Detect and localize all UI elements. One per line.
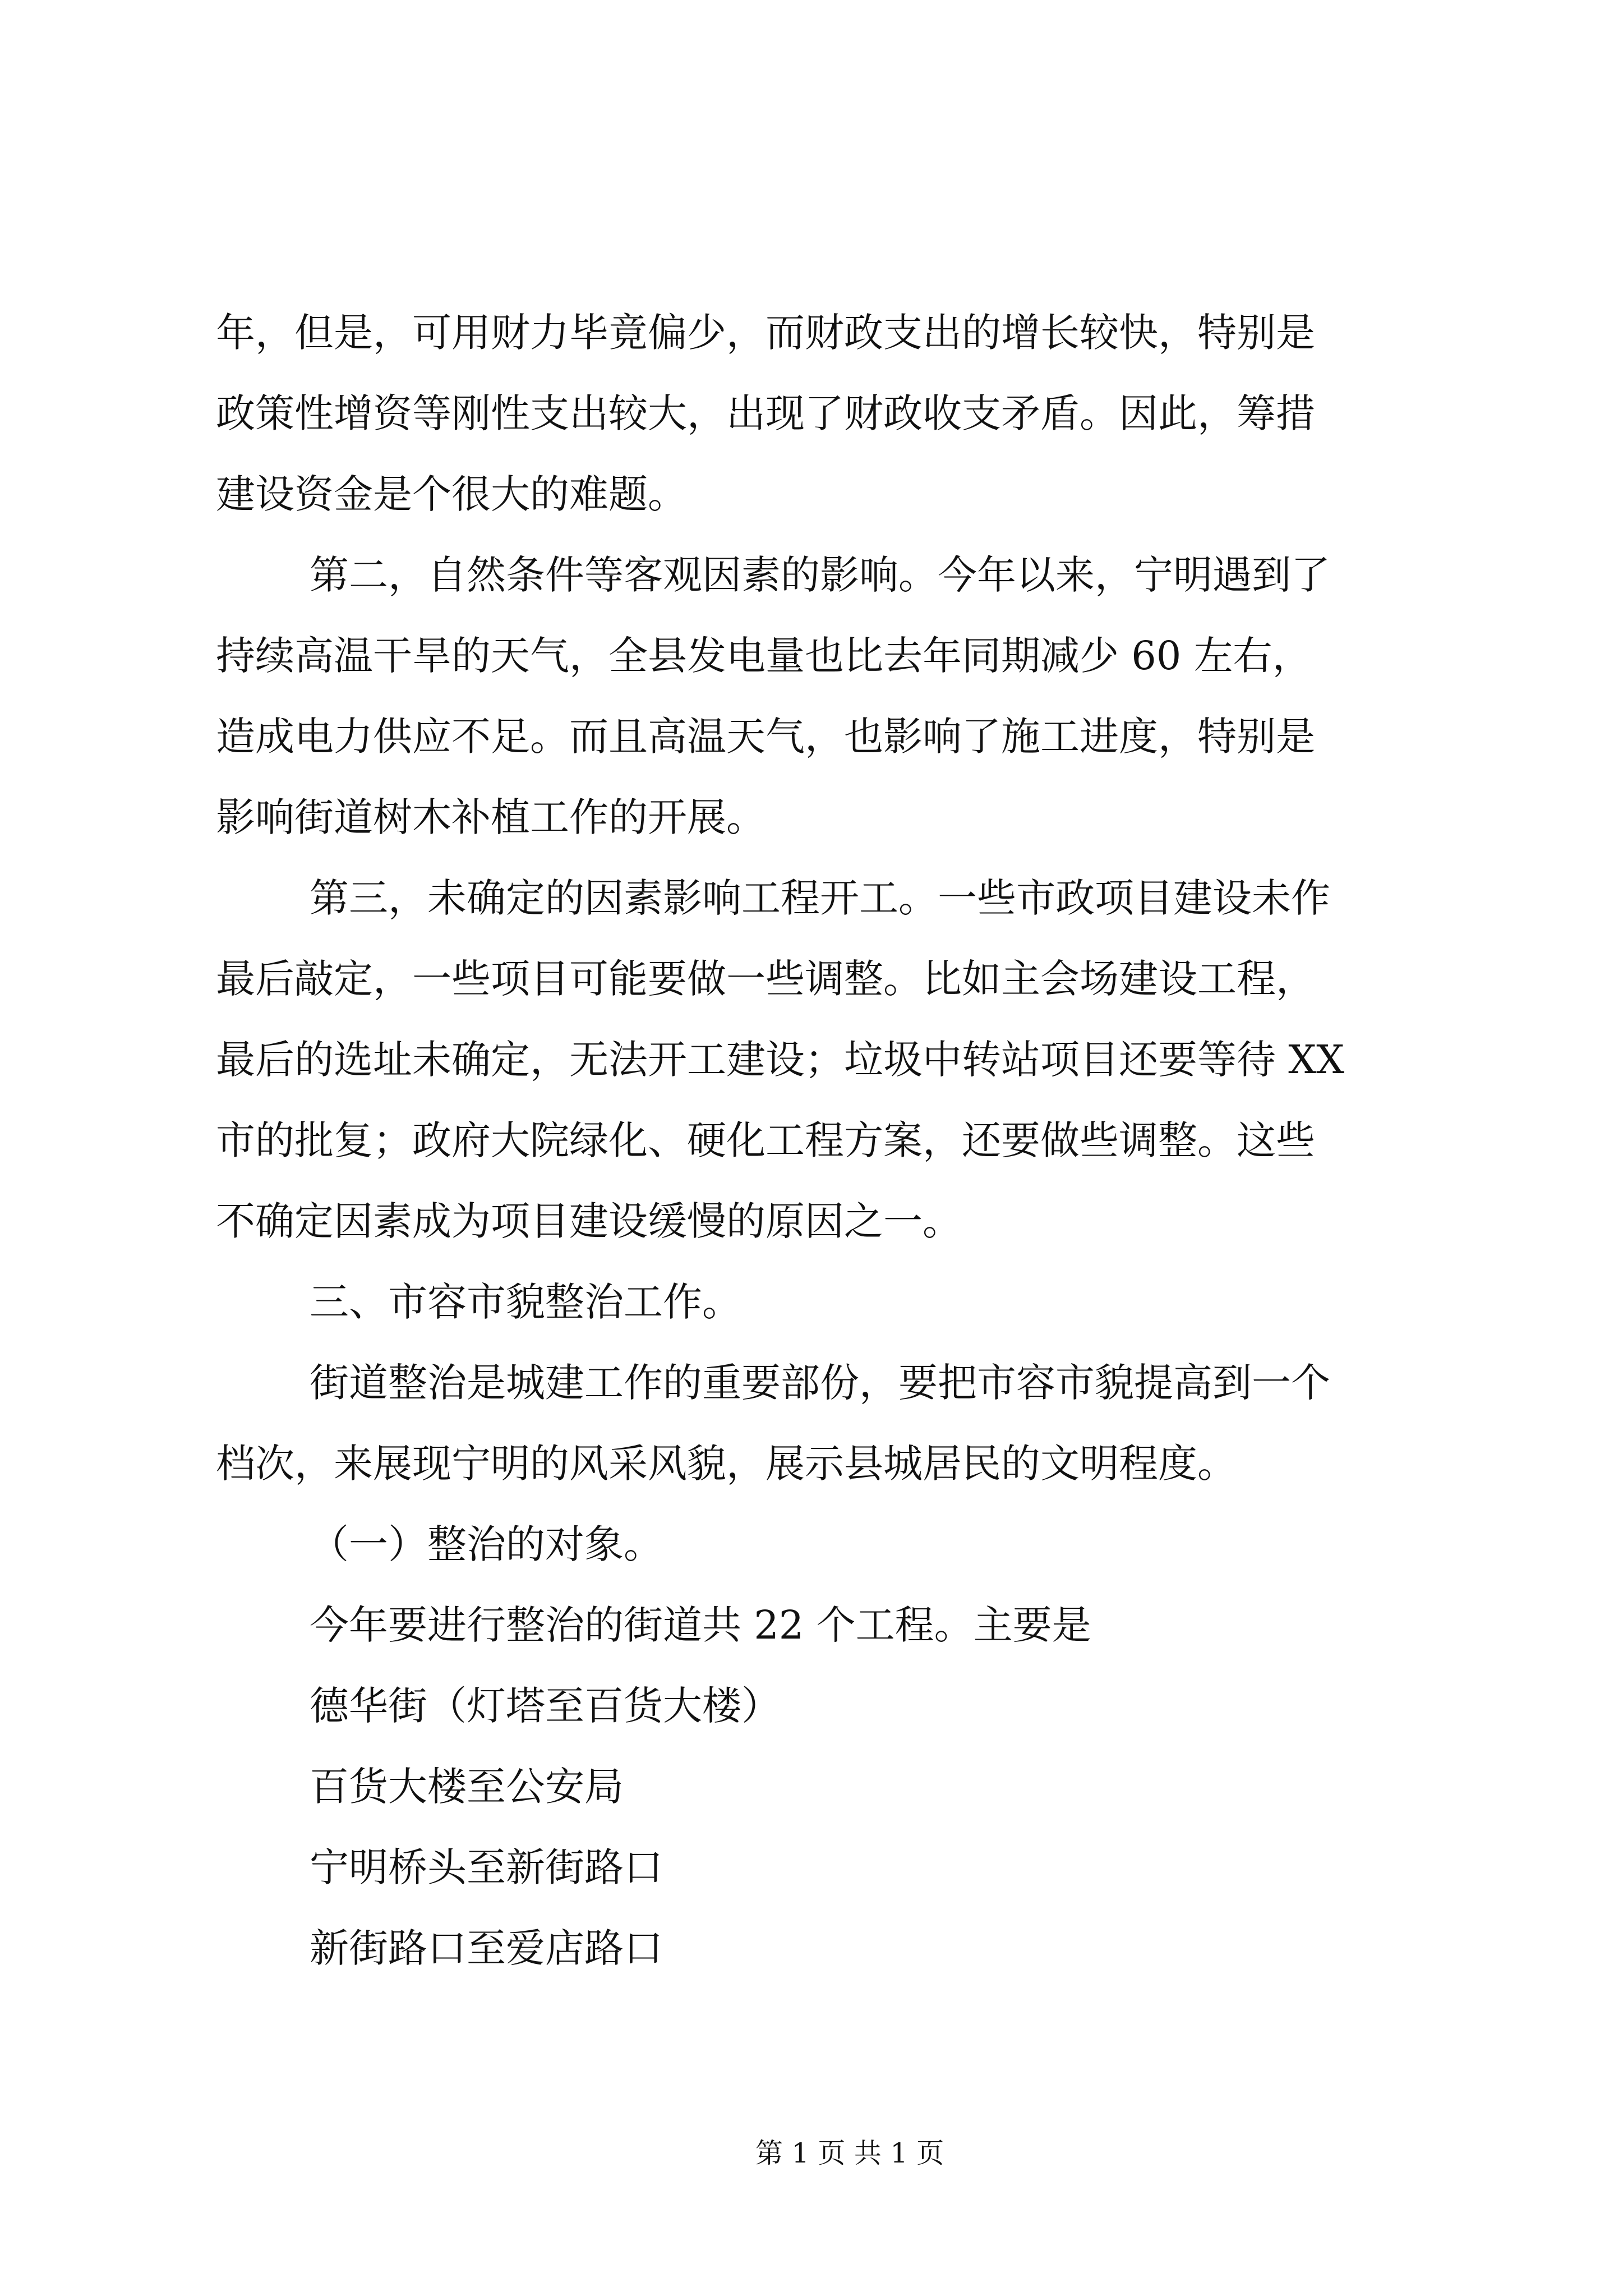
- paragraph-line: 造成电力供应不足。而且高温天气，也影响了施工进度，特别是: [216, 714, 1315, 760]
- paragraph-line: 第二，自然条件等客观因素的影响。今年以来，宁明遇到了: [310, 552, 1330, 598]
- list-item: 百货大楼至公安局: [310, 1764, 624, 1810]
- list-item: 德华街（灯塔至百货大楼）: [310, 1683, 781, 1729]
- paragraph-line: 建设资金是个很大的难题。: [216, 471, 687, 517]
- subsection-heading: （一）整治的对象。: [310, 1521, 663, 1567]
- paragraph-line: 政策性增资等刚性支出较大，出现了财政收支矛盾。因此，筹措: [216, 390, 1315, 436]
- page-footer: 第 1 页 共 1 页: [755, 2137, 944, 2169]
- paragraph-line: 不确定因素成为项目建设缓慢的原因之一。: [216, 1198, 962, 1244]
- paragraph-line: 档次，来展现宁明的风采风貌，展示县城居民的文明程度。: [216, 1441, 1237, 1487]
- section-heading: 三、市容市貌整治工作。: [310, 1279, 741, 1325]
- list-item: 新街路口至爱店路口: [310, 1925, 663, 1971]
- paragraph-line: 最后敲定，一些项目可能要做一些调整。比如主会场建设工程，: [216, 956, 1315, 1002]
- paragraph-line: 最后的选址未确定，无法开工建设；垃圾中转站项目还要等待 XX: [216, 1037, 1344, 1083]
- paragraph-line: 影响街道树木补植工作的开展。: [216, 794, 766, 840]
- paragraph-line: 市的批复；政府大院绿化、硬化工程方案，还要做些调整。这些: [216, 1117, 1315, 1163]
- paragraph-line: 持续高温干旱的天气，全县发电量也比去年同期减少 60 左右，: [216, 633, 1312, 679]
- paragraph-line: 今年要进行整治的街道共 22 个工程。主要是: [310, 1602, 1091, 1648]
- list-item: 宁明桥头至新街路口: [310, 1844, 663, 1890]
- paragraph-line: 年，但是，可用财力毕竟偏少，而财政支出的增长较快，特别是: [216, 310, 1315, 356]
- paragraph-line: 街道整治是城建工作的重要部份，要把市容市貌提高到一个: [310, 1360, 1330, 1406]
- paragraph-line: 第三，未确定的因素影响工程开工。一些市政项目建设未作: [310, 875, 1330, 921]
